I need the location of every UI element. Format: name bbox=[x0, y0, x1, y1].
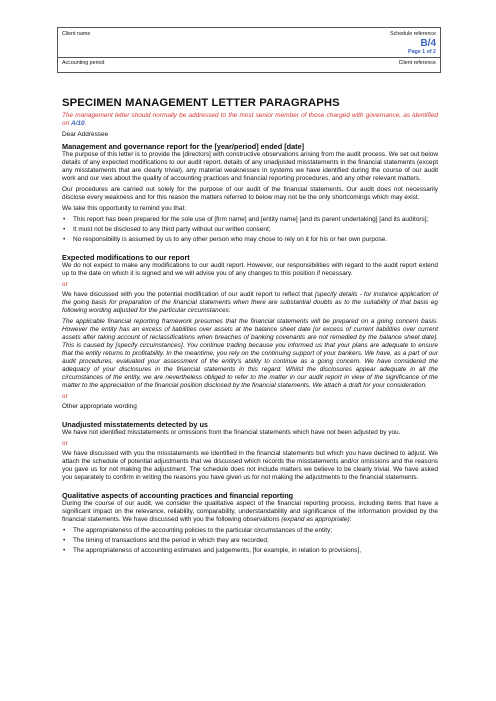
paragraph-reminder: We take this opportunity to remind you that: bbox=[62, 205, 187, 212]
paragraph-no-misstatements: We have not identified misstatements or omissions from the financial statements which have not been adjusted by you. bbox=[62, 429, 401, 436]
paragraph-potential-modification bbox=[62, 291, 438, 315]
list-item: • The appropriateness of accounting estimates and judgements, [for example, in relation to provisions], bbox=[62, 547, 438, 555]
instruction-end: . bbox=[84, 120, 87, 127]
header-row-bottom bbox=[58, 57, 440, 72]
heading-unadjusted-misstatements: Unadjusted misstatements detected by us bbox=[62, 420, 208, 429]
potential-modification-text: We have discussed with you the potential modification of our audit report to reflect that bbox=[62, 291, 313, 298]
schedule-reference-label: Schedule reference bbox=[390, 31, 436, 37]
client-name-label: Client name bbox=[62, 31, 91, 37]
or-separator: or bbox=[62, 281, 68, 288]
paragraph-purpose: The purpose of this letter is to provide the [directors] with constructive observations arising from the audit process. We set out below details of any expected modifications to our audit report, details of any unadjusted misstatements in the financial statements (except any misstatements that are clearly trivial), any material weaknesses in systems we have identified during the course of our audit work and our vies about the quality of accounting practices and financial reporting procedures, and any other relevant matters. bbox=[62, 151, 438, 182]
paragraph-qualitative bbox=[62, 500, 438, 524]
paragraph-no-modifications: We do not expect to make any modifications to our audit report. However, our responsibilities with regard to the audit report extend up to the date on which it is signed and we will advise you of any changes to this position if necessary. bbox=[62, 262, 438, 277]
reminder-list bbox=[62, 216, 438, 244]
paragraph-going-concern: The applicable financial reporting framework presumes that the financial statements will be prepared on a going concern basis. However the entity has an excess of liabilities over assets at the balance sheet date [or excess of current liabilities over current assets after taking account of reclassifications when breaches of banking covenants are not remedied by the balance sheet date]. This is caused by [specify circumstances]. You continue trading because you informed us that your plans are adequate to ensure that the entity returns to profitability. In the meantime, you rely on the continuing support of your bankers. We have, as a part of our audit procedures, evaluated your assessment of the entity's ability to continue as a going concern. We have considered the adequacy of your disclosures in the financial statements in this regard. Whilst the disclosures appear adequate in all the circumstances of the entity, we are nevertheless obliged to refer to the matter in our audit report in view of the significance of the matter to the appreciation of the financial position disclosed by the financial statements. We attach a draft for your consideration. bbox=[62, 318, 438, 389]
accounting-period-label: Accounting period bbox=[62, 60, 105, 66]
instruction-note bbox=[62, 112, 438, 128]
client-reference-label: Client reference bbox=[398, 60, 436, 66]
page-title: SPECIMEN MANAGEMENT LETTER PARAGRAPHS bbox=[62, 97, 340, 109]
qualitative-expand-note: (expand as appropriate): bbox=[281, 516, 352, 523]
letter-body bbox=[62, 97, 438, 558]
list-item: • The timing of transactions and the period in which they are recorded; bbox=[62, 537, 438, 545]
or-separator: or bbox=[62, 440, 68, 447]
header-row-top bbox=[58, 28, 440, 58]
qualitative-text: During the course of our audit, we consider the qualitative aspect of the financial reporting process, including items that have a significant impact on the relevance, reliability, comparability, understandability and significance of the information provided by the financial statements. We have discussed with you the following observations bbox=[62, 500, 438, 523]
schedule-header-box bbox=[57, 27, 441, 73]
schedule-reference-cell bbox=[390, 31, 436, 55]
list-item: • The appropriateness of the accounting policies to the particular circumstances of the entity; bbox=[62, 527, 438, 535]
instruction-reference: A/10 bbox=[70, 120, 85, 127]
list-item: • No responsibility is assumed by us to any other person who may chose to rely on it for his or her own purpose. bbox=[62, 236, 438, 244]
other-appropriate-wording: Other appropriate wording bbox=[62, 403, 137, 410]
paragraph-procedures: Our procedures are carried out solely for the purpose of our audit of the financial statements. Our audit does not necessarily disclose every weakness and for this reason the matters referred to below may not be the only shortcomings which may exist. bbox=[62, 186, 438, 201]
list-item: • It must not be disclosed to any third party without our written consent; bbox=[62, 226, 438, 234]
observations-list bbox=[62, 527, 438, 555]
schedule-reference: B/4 bbox=[420, 38, 436, 49]
salutation: Dear Addressee bbox=[62, 131, 109, 138]
instruction-text: The management letter should normally be addressed to the most senior member of those charged with governance, as identified on bbox=[62, 112, 438, 127]
heading-expected-modifications: Expected modifications to our report bbox=[62, 253, 190, 262]
paragraph-misstatements-discussed: We have discussed with you the misstatements we identified in the financial statements but which you have declined to adjust. We attach the schedule of potential adjustments that we discussed which records the misstatements and/or omissions and the reasons you gave us for not making the adjustment. The schedule does not include matters we believe to be clearly trivial. We have asked you separately to confirm in writing the reasons you have given us for not making the adjustments to the financial statements. bbox=[62, 450, 438, 481]
or-separator: or bbox=[62, 393, 68, 400]
heading-qualitative-aspects: Qualitative aspects of accounting practices and financial reporting bbox=[62, 491, 294, 500]
page-indicator: Page 1 of 2 bbox=[408, 49, 436, 55]
potential-modification-details: [specify details - for instance application of the going basis for preparation of the financial statements when there are substantial doubts as to the suitability of that basis eg following wording adjusted for the particular circumstances: bbox=[62, 291, 439, 314]
heading-management-report: Management and governance report for the [year/period] ended [date] bbox=[62, 142, 305, 151]
list-item: • This report has been prepared for the sole use of [firm name] and [entity name] [and its parent undertaking] [and its auditors]; bbox=[62, 216, 438, 224]
